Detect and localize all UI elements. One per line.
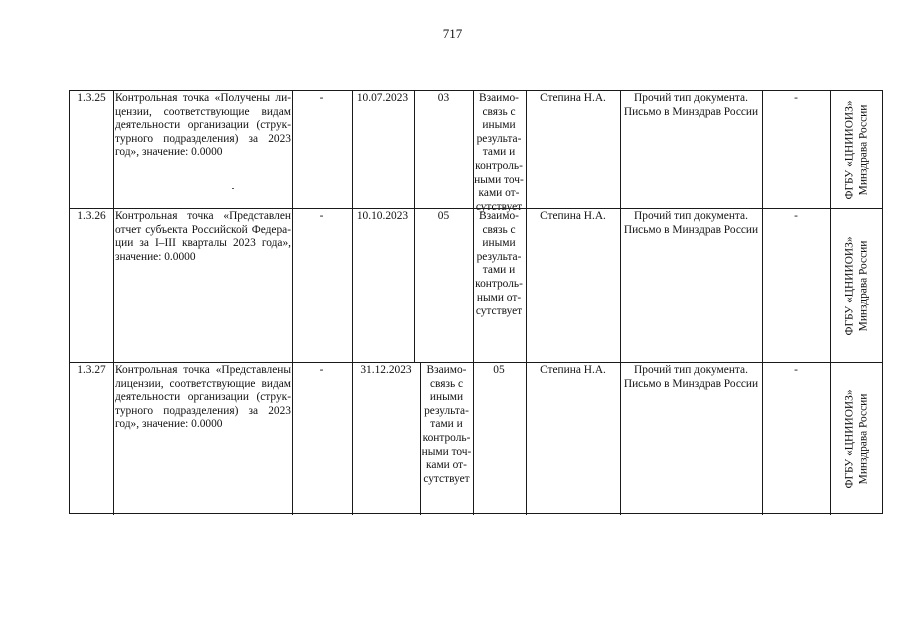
row-code: 1.3.26 bbox=[77, 210, 106, 222]
table-row bbox=[70, 208, 882, 362]
row-executor: Степина Н.А. bbox=[540, 210, 606, 222]
row-description: Контрольная точка «Представлен отчет субъекта Российской Федера-ции за I–III кварталы 2023 года», значение: 0.0000 bbox=[115, 210, 291, 263]
row-document: Прочий тип документа. Письмо в Минздрав России bbox=[623, 210, 759, 236]
row-dash: - bbox=[794, 92, 798, 104]
row-document: Прочий тип документа. Письмо в Минздрав России bbox=[623, 92, 759, 118]
row-col-b: Взаимо- связь с иными результа- тами и контроль- ными точ- ками от- сутствует bbox=[474, 92, 524, 213]
row-organization: ФГБУ «ЦНИИОИЗ» Минздрава России bbox=[843, 235, 869, 336]
row-date: 10.07.2023 bbox=[356, 92, 409, 104]
row-col-a: Взаимо- связь с иными результа- тами и контроль- ными точ- ками от- сутствует bbox=[421, 364, 472, 485]
row-code: 1.3.25 bbox=[77, 92, 106, 104]
row-dash: - bbox=[319, 364, 324, 376]
row-description: Контрольная точка «Представлены лицензии, соответствующие видам деятельности организации (струк-турного подразделения) за 2023 год», значение: 0.0000 bbox=[115, 364, 291, 431]
row-document: Прочий тип документа. Письмо в Минздрав России bbox=[623, 364, 759, 390]
row-executor: Степина Н.А. bbox=[540, 364, 606, 376]
row-description: Контрольная точка «Получены ли-цензии, соответствующие видам деятельности организации (струк-турного подразделения) за 2023 год», значение: 0.0000 bbox=[115, 92, 291, 159]
table-row bbox=[70, 91, 882, 213]
scan-speck bbox=[232, 188, 234, 189]
row-organization: ФГБУ «ЦНИИОИЗ» Минздрава России bbox=[843, 99, 869, 200]
row-date: 10.10.2023 bbox=[356, 210, 409, 222]
row-organization: ФГБУ «ЦНИИОИЗ» Минздрава России bbox=[843, 389, 869, 489]
page-number: 717 bbox=[442, 26, 463, 41]
row-dash: - bbox=[319, 92, 324, 104]
row-dash: - bbox=[319, 210, 324, 222]
row-col-b: Взаимо- связь с иными результа- тами и контроль- ными от- сутствует bbox=[475, 210, 523, 318]
row-col-a: 05 bbox=[437, 210, 450, 222]
row-col-b: 05 bbox=[493, 364, 505, 376]
table-row bbox=[70, 362, 882, 515]
row-date: 31.12.2023 bbox=[360, 364, 412, 376]
row-code: 1.3.27 bbox=[77, 364, 106, 376]
row-executor: Степина Н.А. bbox=[540, 92, 606, 104]
row-dash: - bbox=[794, 364, 798, 376]
control-points-table bbox=[69, 90, 883, 514]
row-dash: - bbox=[794, 210, 798, 222]
row-col-a: 03 bbox=[437, 92, 450, 104]
